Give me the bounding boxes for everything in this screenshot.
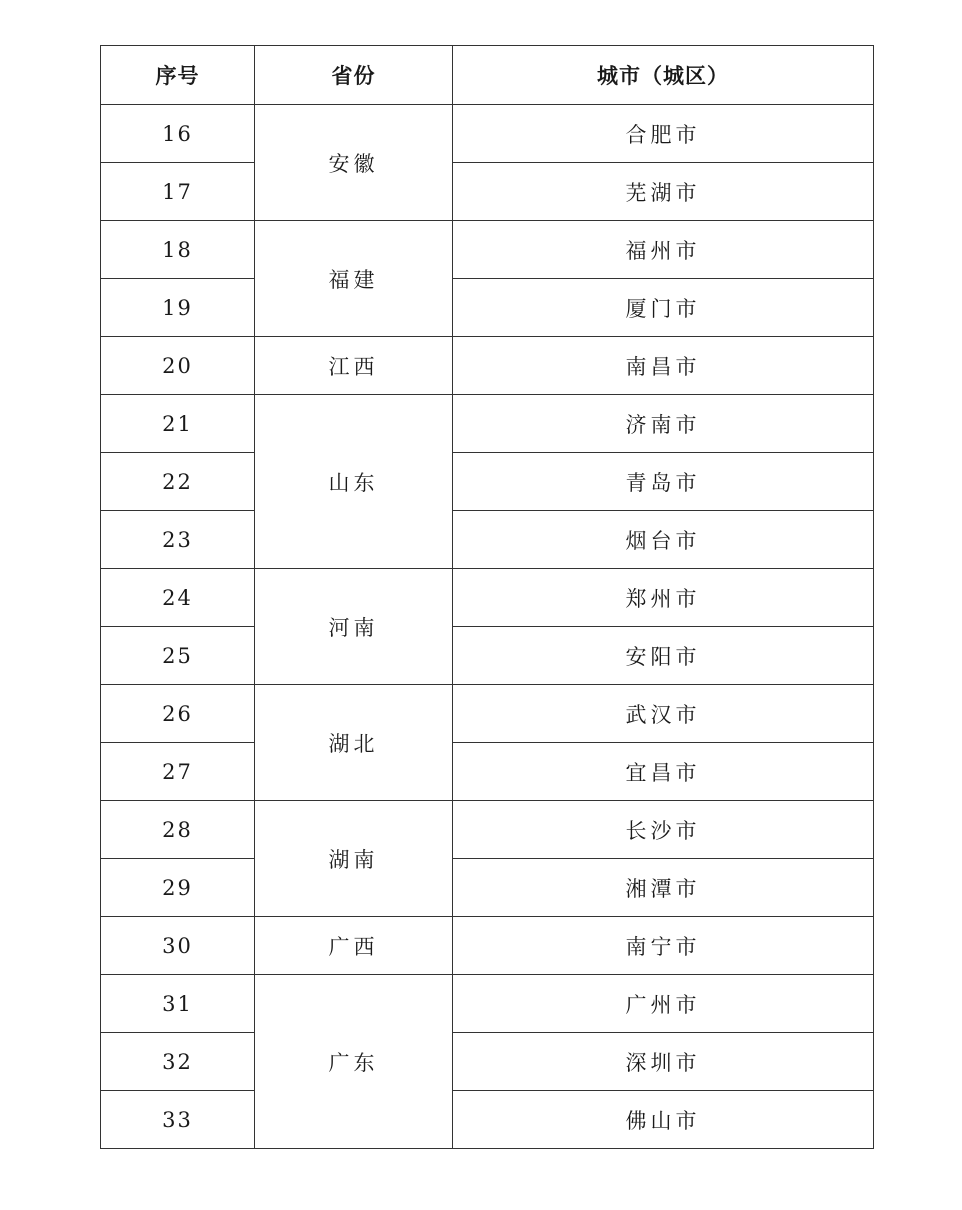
row-city: 南宁市 bbox=[453, 917, 874, 975]
row-seq: 16 bbox=[101, 105, 255, 163]
row-seq: 30 bbox=[101, 917, 255, 975]
row-seq: 32 bbox=[101, 1033, 255, 1091]
row-province: 安徽 bbox=[255, 105, 453, 221]
row-seq: 33 bbox=[101, 1091, 255, 1149]
table-row bbox=[101, 163, 874, 221]
row-seq: 29 bbox=[101, 859, 255, 917]
row-seq: 23 bbox=[101, 511, 255, 569]
row-province: 河南 bbox=[255, 569, 453, 685]
row-city: 厦门市 bbox=[453, 279, 874, 337]
table-row bbox=[101, 105, 874, 163]
row-city: 济南市 bbox=[453, 395, 874, 453]
row-city: 长沙市 bbox=[453, 801, 874, 859]
table-body bbox=[101, 105, 874, 1149]
header-seq: 序号 bbox=[101, 46, 255, 105]
row-seq: 22 bbox=[101, 453, 255, 511]
row-seq: 25 bbox=[101, 627, 255, 685]
table-row bbox=[101, 627, 874, 685]
table-row bbox=[101, 743, 874, 801]
table-row bbox=[101, 917, 874, 975]
row-province: 山东 bbox=[255, 395, 453, 569]
row-city: 武汉市 bbox=[453, 685, 874, 743]
header-city: 城市（城区） bbox=[453, 46, 874, 105]
row-city: 合肥市 bbox=[453, 105, 874, 163]
row-city: 深圳市 bbox=[453, 1033, 874, 1091]
row-seq: 17 bbox=[101, 163, 255, 221]
row-province: 江西 bbox=[255, 337, 453, 395]
table-row bbox=[101, 859, 874, 917]
table-row bbox=[101, 801, 874, 859]
table-row bbox=[101, 1033, 874, 1091]
table-row bbox=[101, 569, 874, 627]
row-city: 福州市 bbox=[453, 221, 874, 279]
table-row bbox=[101, 685, 874, 743]
row-city: 芜湖市 bbox=[453, 163, 874, 221]
city-table bbox=[100, 45, 874, 1149]
row-province: 广东 bbox=[255, 975, 453, 1149]
row-province: 福建 bbox=[255, 221, 453, 337]
table-row bbox=[101, 279, 874, 337]
row-province: 湖北 bbox=[255, 685, 453, 801]
row-city: 佛山市 bbox=[453, 1091, 874, 1149]
row-seq: 31 bbox=[101, 975, 255, 1033]
table-row bbox=[101, 1091, 874, 1149]
row-city: 广州市 bbox=[453, 975, 874, 1033]
header-province: 省份 bbox=[255, 46, 453, 105]
row-city: 烟台市 bbox=[453, 511, 874, 569]
row-seq: 21 bbox=[101, 395, 255, 453]
row-province: 湖南 bbox=[255, 801, 453, 917]
row-city: 湘潭市 bbox=[453, 859, 874, 917]
row-seq: 20 bbox=[101, 337, 255, 395]
row-province: 广西 bbox=[255, 917, 453, 975]
row-city: 郑州市 bbox=[453, 569, 874, 627]
table-row bbox=[101, 337, 874, 395]
table-row bbox=[101, 453, 874, 511]
row-seq: 24 bbox=[101, 569, 255, 627]
header-row bbox=[101, 46, 874, 105]
row-seq: 18 bbox=[101, 221, 255, 279]
row-city: 安阳市 bbox=[453, 627, 874, 685]
table-row bbox=[101, 221, 874, 279]
row-city: 宜昌市 bbox=[453, 743, 874, 801]
row-city: 南昌市 bbox=[453, 337, 874, 395]
row-seq: 27 bbox=[101, 743, 255, 801]
row-seq: 26 bbox=[101, 685, 255, 743]
table-row bbox=[101, 975, 874, 1033]
row-seq: 19 bbox=[101, 279, 255, 337]
table-row bbox=[101, 395, 874, 453]
row-seq: 28 bbox=[101, 801, 255, 859]
table-row bbox=[101, 511, 874, 569]
row-city: 青岛市 bbox=[453, 453, 874, 511]
